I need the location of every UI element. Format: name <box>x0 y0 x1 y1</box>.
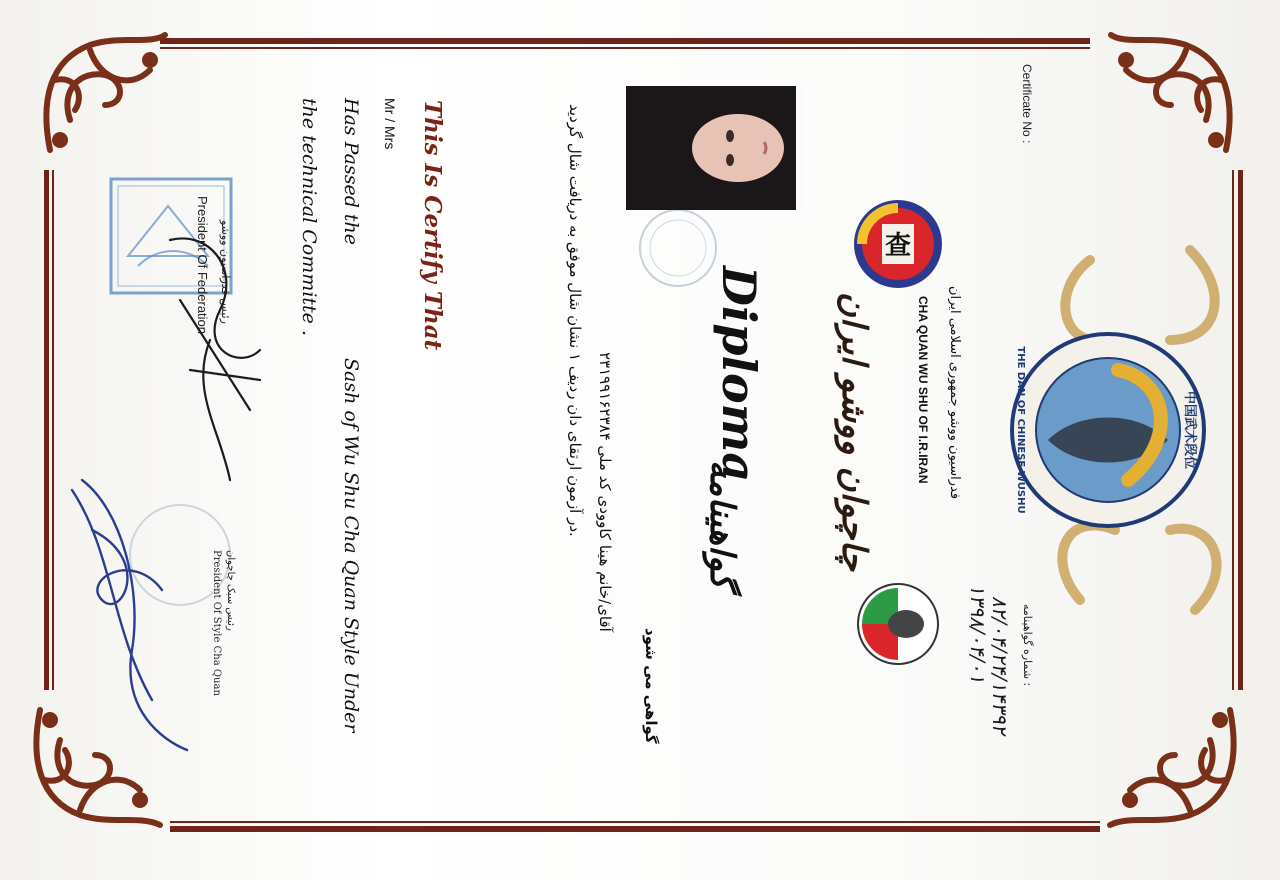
corner-ornament-top-right <box>1096 20 1246 170</box>
corner-ornament-bottom-right <box>1100 690 1250 840</box>
frame-border-bottom <box>170 826 1100 832</box>
sash-text: Sash of Wu Shu Cha Quan Style Under <box>340 358 362 733</box>
certificate-number-label-en: Certificate No : <box>1020 64 1034 144</box>
president-style-caption-fa: رئیس سبک چاچوان <box>225 550 236 631</box>
achievement-line-fa: در آزمون ارتقای دان ردیف ۱ نشان شال موفق به دریافت شال گردید. <box>566 104 584 537</box>
frame-border-bottom-inner <box>170 821 1100 823</box>
diploma-title-fa: گواهینامه <box>702 460 742 589</box>
technical-committee-text: the technical Committe . <box>298 98 320 336</box>
corner-ornament-top-left <box>30 20 180 170</box>
cha-quan-logo-glyph: 查 <box>884 231 912 261</box>
frame-border-top-inner <box>160 47 1090 49</box>
certifies-text-fa: گواهی می شود <box>642 628 660 744</box>
president-style-caption: President Of Style Cha Quan <box>211 550 222 696</box>
certify-heading-en: This Is Certify That <box>419 100 446 351</box>
holder-line-fa: آقای/خانم هینا کاوودی کد ملی ۲۳۱۹۹۱۶۲۳۸۴ <box>596 352 614 632</box>
emblem-chinese-text: 中国武术段位 <box>1182 390 1197 470</box>
diploma-title-en: Diploma <box>712 266 766 483</box>
holder-portrait-photo <box>626 86 804 210</box>
certificate-date-value: ۱۳۹۸/۰۴/۰۱ <box>966 584 990 684</box>
mr-mrs-label: Mr / Mrs <box>382 98 398 150</box>
certificate-number-value: ۸۲/۰۴/۲۴/۱۴۳۹۲ <box>988 596 1012 735</box>
certificate-number-label-fa: شماره گواهینامه : <box>1021 604 1034 687</box>
style-president-signature <box>62 470 202 760</box>
frame-border-left <box>44 170 49 690</box>
federation-heading-fa: چاچوان ووشو ایران <box>834 292 874 572</box>
dan-chinese-wushu-emblem <box>1008 330 1208 530</box>
frame-border-left-inner <box>52 170 54 690</box>
president-federation-caption: President Of Federation <box>195 196 210 335</box>
federation-flag-logo <box>856 582 940 666</box>
cha-quan-logo <box>852 198 944 290</box>
federation-president-signature <box>150 210 280 490</box>
federation-name-fa: فدراسیون ووشو جمهوری اسلامی ایران <box>947 286 962 500</box>
federation-name-en: CHA QUAN WU SHU OF I.R.IRAN <box>916 296 930 484</box>
has-passed-text: Has Passed the <box>340 98 362 246</box>
president-federation-caption-fa: رئیس فدراسیون ووشو <box>219 220 232 324</box>
emblem-caption-text: THE DAN OF CHINESE WUSHU <box>1015 346 1026 514</box>
frame-border-top <box>160 38 1090 44</box>
